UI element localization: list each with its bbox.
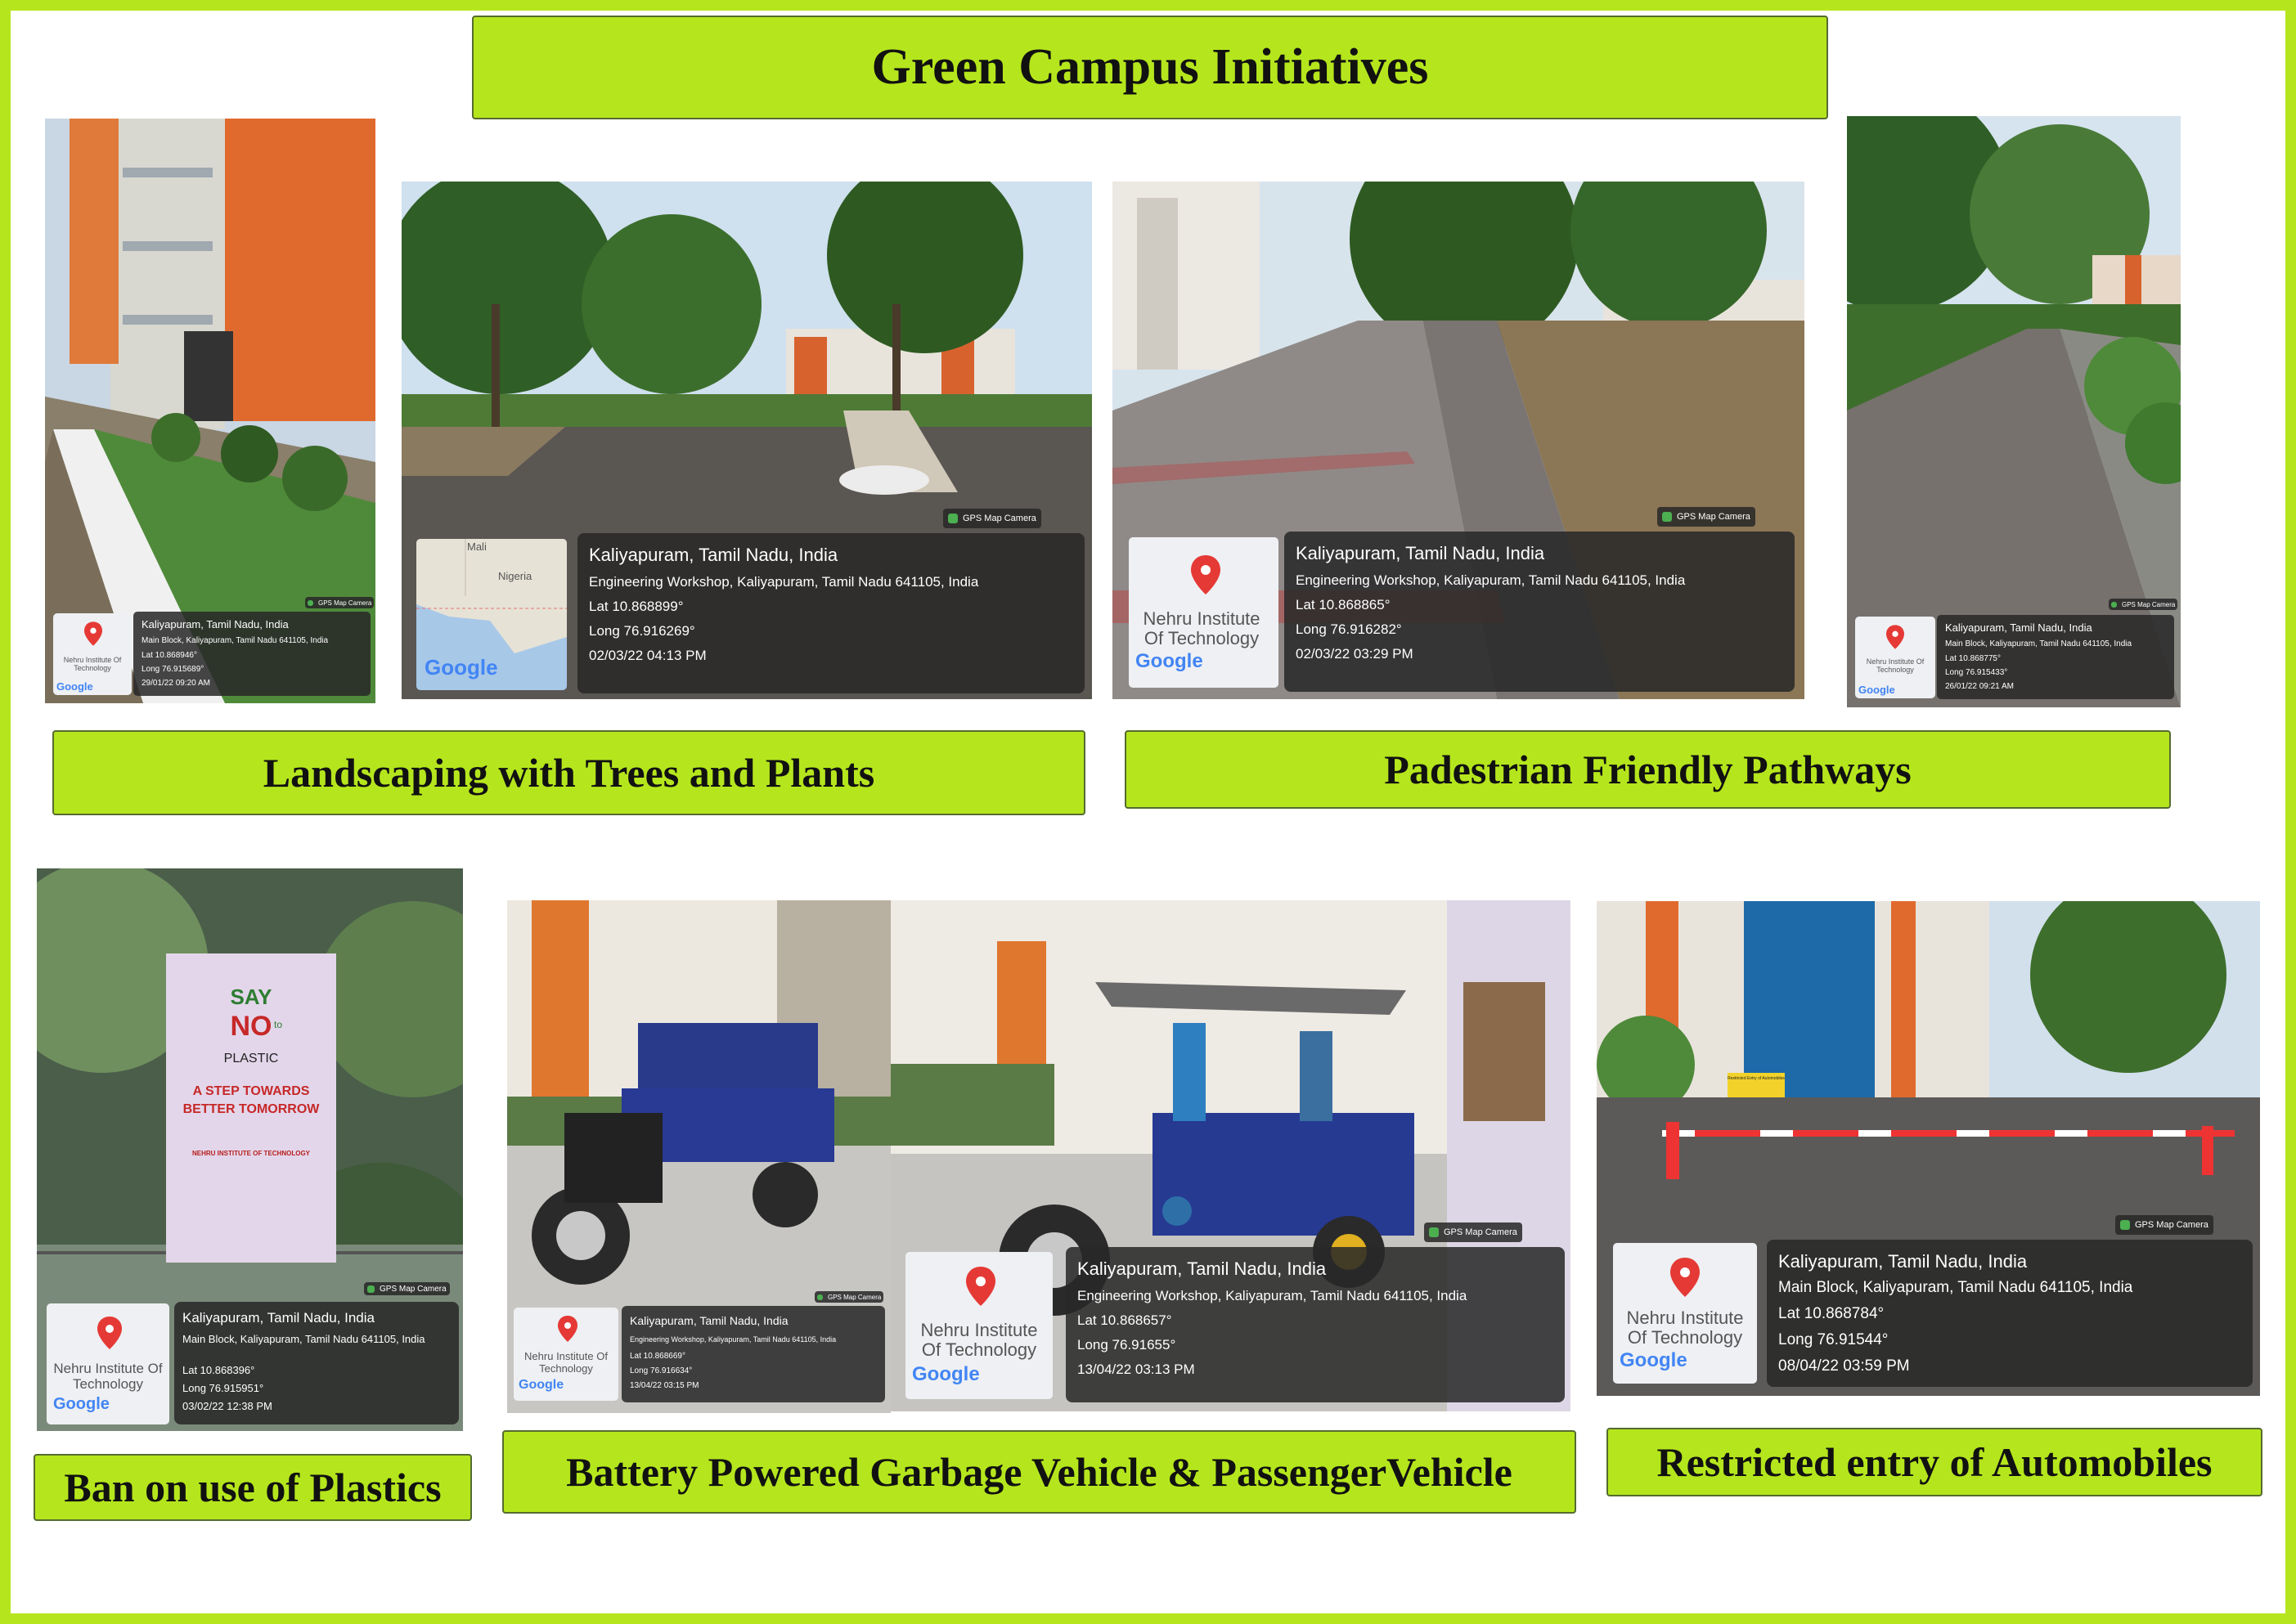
map-place-label: Nehru Institute Of Technology	[1143, 608, 1260, 648]
photo-passenger-vehicle	[891, 900, 1570, 1411]
section-banner-automobiles	[1606, 1428, 2262, 1496]
map-pin-icon	[1886, 625, 1904, 649]
map-place-label: Nehru Institute Of Technology	[1866, 657, 1925, 674]
gps-place: Kaliyapuram, Tamil Nadu, India	[1296, 543, 1545, 563]
gps-lat: Lat 10.868899°	[589, 599, 684, 614]
gps-badge: GPS Map Camera	[815, 1291, 883, 1303]
section-banner-pathways	[1125, 730, 2171, 809]
gps-long: Long 76.915951°	[182, 1382, 264, 1394]
gps-overlay	[1937, 615, 2174, 699]
section-label: Restricted entry of Automobiles	[1656, 1439, 2213, 1485]
gps-time: 03/02/22 12:38 PM	[182, 1400, 272, 1412]
gps-map-thumbnail	[905, 1252, 1053, 1399]
gps-address: Engineering Workshop, Kaliyapuram, Tamil Nadu 641105, India	[589, 574, 979, 590]
map-pin-icon	[97, 1317, 122, 1349]
gps-time: 02/03/22 03:29 PM	[1296, 646, 1413, 662]
map-place-label: Nehru Institute Of Technology	[524, 1350, 608, 1375]
gps-lat: Lat 10.868946°	[142, 651, 197, 660]
camera-icon	[367, 1285, 375, 1293]
gps-long: Long 76.915433°	[1945, 668, 2008, 677]
gps-place: Kaliyapuram, Tamil Nadu, India	[1945, 621, 2092, 634]
google-logo: Google	[53, 1395, 110, 1413]
gps-address: Main Block, Kaliyapuram, Tamil Nadu 641105, India	[182, 1333, 425, 1345]
gps-time: 29/01/22 09:20 AM	[142, 679, 210, 688]
gps-lat: Lat 10.868669°	[630, 1352, 685, 1361]
map-pin-icon	[558, 1316, 577, 1342]
gps-overlay	[174, 1302, 459, 1424]
gps-long: Long 76.916634°	[630, 1366, 693, 1375]
poster-plastic: PLASTIC	[223, 1052, 279, 1065]
poster-say: SAY	[230, 985, 272, 1009]
gps-overlay	[1066, 1247, 1565, 1402]
poster-tagline-2: BETTER TOMORROW	[182, 1102, 320, 1116]
gps-address: Main Block, Kaliyapuram, Tamil Nadu 641105, India	[1778, 1279, 2133, 1296]
gps-overlay	[1284, 532, 1795, 692]
map-label-nigeria: Nigeria	[498, 570, 532, 582]
camera-icon	[2120, 1220, 2130, 1230]
poster-to: to	[274, 1019, 283, 1030]
section-banner-vehicles	[502, 1430, 1576, 1514]
section-label: Padestrian Friendly Pathways	[1384, 747, 1912, 792]
camera-icon	[2111, 602, 2117, 608]
restricted-entry-sign: Restricted Entry of Automobiles	[1728, 1076, 1785, 1081]
gps-overlay	[622, 1306, 885, 1402]
gps-address: Main Block, Kaliyapuram, Tamil Nadu 641105, India	[142, 636, 329, 645]
google-logo: Google	[1858, 684, 1895, 696]
gps-long: Long 76.91655°	[1077, 1337, 1176, 1353]
section-label: Landscaping with Trees and Plants	[263, 750, 875, 796]
google-logo: Google	[1620, 1349, 1687, 1371]
gps-long: Long 76.916269°	[589, 623, 695, 639]
gps-time: 13/04/22 03:15 PM	[630, 1381, 699, 1390]
gps-place: Kaliyapuram, Tamil Nadu, India	[589, 545, 838, 565]
title-banner	[472, 16, 1828, 119]
camera-icon	[817, 1294, 823, 1300]
gps-badge: GPS Map Camera	[1424, 1222, 1522, 1242]
google-logo: Google	[56, 680, 93, 693]
gps-place: Kaliyapuram, Tamil Nadu, India	[142, 618, 289, 630]
gps-time: 26/01/22 09:21 AM	[1945, 682, 2014, 691]
gps-badge: GPS Map Camera	[1657, 507, 1755, 527]
camera-icon	[948, 514, 958, 523]
gps-lat: Lat 10.868784°	[1778, 1305, 1885, 1322]
gps-badge: GPS Map Camera	[2115, 1215, 2213, 1235]
google-logo: Google	[912, 1363, 980, 1385]
gps-map-thumbnail	[1855, 617, 1935, 698]
photo-pathway-trees	[1847, 116, 2181, 707]
gps-long: Long 76.916282°	[1296, 621, 1402, 637]
poster-tagline-1: A STEP TOWARDS	[192, 1084, 310, 1098]
gps-lat: Lat 10.868775°	[1945, 654, 2001, 663]
poster-no: NO	[230, 1011, 272, 1042]
section-banner-landscaping	[52, 730, 1085, 815]
gps-lat: Lat 10.868865°	[1296, 597, 1391, 612]
gps-address: Engineering Workshop, Kaliyapuram, Tamil Nadu 641105, India	[630, 1335, 837, 1344]
map-pin-icon	[966, 1267, 995, 1306]
photo-plastic-ban-poster	[37, 868, 463, 1431]
camera-icon	[1429, 1227, 1439, 1237]
map-label-mali: Mali	[467, 541, 487, 553]
gps-overlay	[1767, 1240, 2253, 1387]
gps-badge: GPS Map Camera	[305, 597, 374, 608]
gps-lat: Lat 10.868396°	[182, 1364, 255, 1376]
section-label: Ban on use of Plastics	[64, 1465, 442, 1510]
gps-map-thumbnail	[1129, 537, 1278, 688]
gps-address: Engineering Workshop, Kaliyapuram, Tamil Nadu 641105, India	[1077, 1288, 1467, 1303]
google-logo: Google	[519, 1378, 564, 1392]
gps-place: Kaliyapuram, Tamil Nadu, India	[182, 1310, 375, 1326]
gps-map-thumbnail	[416, 539, 567, 690]
gps-time: 02/03/22 04:13 PM	[589, 648, 707, 663]
gps-address: Main Block, Kaliyapuram, Tamil Nadu 641105, India	[1945, 639, 2132, 648]
gps-badge: GPS Map Camera	[943, 509, 1041, 528]
gps-map-thumbnail	[53, 613, 132, 695]
gps-long: Long 76.915689°	[142, 665, 204, 674]
gps-badge: GPS Map Camera	[364, 1282, 450, 1295]
photo-landscaping-road	[402, 182, 1092, 699]
gps-place: Kaliyapuram, Tamil Nadu, India	[630, 1314, 789, 1327]
map-place-label: Nehru Institute Of Technology	[63, 656, 122, 672]
section-label: Battery Powered Garbage Vehicle & PassengerVehicle	[566, 1449, 1512, 1495]
camera-icon	[1662, 512, 1672, 522]
gps-lat: Lat 10.868657°	[1077, 1312, 1172, 1328]
gps-place: Kaliyapuram, Tamil Nadu, India	[1778, 1251, 2028, 1272]
poster-institute: NEHRU INSTITUTE OF TECHNOLOGY	[192, 1150, 310, 1157]
photo-garbage-vehicle	[507, 900, 891, 1413]
map-pin-icon	[1191, 555, 1220, 594]
photo-pathway-paved	[1112, 182, 1804, 699]
map-place-label: Nehru Institute Of Technology	[53, 1361, 163, 1392]
gps-address: Engineering Workshop, Kaliyapuram, Tamil Nadu 641105, India	[1296, 572, 1686, 588]
google-logo: Google	[1135, 650, 1203, 672]
map-place-label: Nehru Institute Of Technology	[920, 1320, 1038, 1360]
say-no-to-plastic-poster	[166, 953, 336, 1263]
gps-map-thumbnail	[47, 1303, 169, 1424]
gps-map-thumbnail	[1613, 1243, 1757, 1384]
section-banner-plastics	[34, 1454, 472, 1521]
google-logo: Google	[425, 655, 498, 680]
map-place-label: Nehru Institute Of Technology	[1626, 1308, 1744, 1348]
camera-icon	[308, 600, 313, 606]
map-pin-icon	[1670, 1258, 1700, 1297]
gps-overlay	[133, 612, 371, 696]
gps-overlay	[577, 533, 1085, 693]
page-title: Green Campus Initiatives	[871, 39, 1429, 95]
gps-long: Long 76.91544°	[1778, 1331, 1889, 1348]
gps-time: 13/04/22 03:13 PM	[1077, 1362, 1195, 1377]
photo-restricted-entry	[1597, 901, 2260, 1396]
gps-map-thumbnail	[514, 1308, 618, 1401]
gps-place: Kaliyapuram, Tamil Nadu, India	[1077, 1258, 1327, 1279]
map-pin-icon	[84, 621, 102, 646]
gps-time: 08/04/22 03:59 PM	[1778, 1357, 1910, 1375]
photo-landscaping-building	[45, 119, 375, 703]
gps-badge: GPS Map Camera	[2109, 599, 2177, 610]
